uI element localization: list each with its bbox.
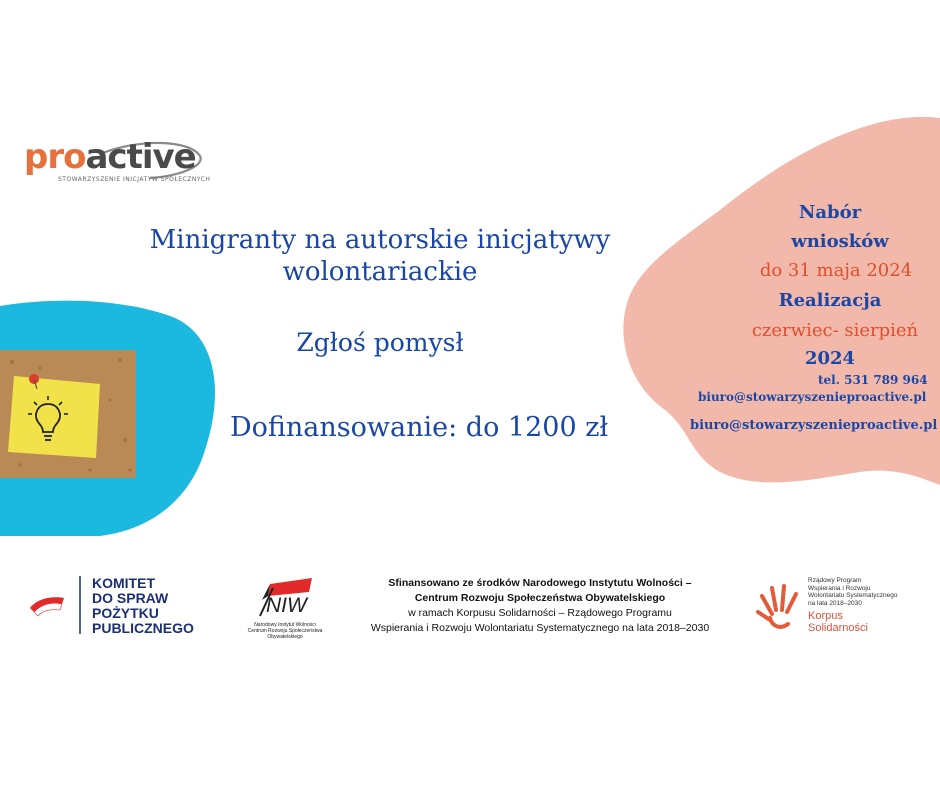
korpus-line-1: Rządowy Program xyxy=(808,577,862,584)
korpus-name xyxy=(808,610,868,634)
komitet-line-1: KOMITET xyxy=(92,575,155,591)
korpus-hand-logo xyxy=(758,586,796,627)
fund-line-4: Wspierania i Rozwoju Wolontariatu Systematycznego na lata 2018–2030 xyxy=(370,622,710,634)
logo-pro-text: pro xyxy=(24,137,86,177)
komitet-line-4: PUBLICZNEGO xyxy=(92,620,194,636)
komitet-logo-text xyxy=(92,576,194,636)
call-to-action: Zgłoś pomysł xyxy=(296,328,464,357)
komitet-line-2: DO SPRAW xyxy=(92,590,169,606)
deadline-text: do 31 maja 2024 xyxy=(759,260,913,281)
niw-name: Narodowy Instytut Wolności xyxy=(254,622,316,628)
proactive-logo xyxy=(24,137,196,177)
email-link-2[interactable]: biuro@stowarzyszenieproactive.pl xyxy=(690,418,938,433)
funding-note xyxy=(340,576,740,636)
korpus-line-3: Wolontariatu Systematycznego xyxy=(808,592,898,599)
title-line-2: wolontariackie xyxy=(282,257,478,287)
title-line-1: Minigranty na autorskie inicjatywy xyxy=(149,225,611,255)
fund-line-2: Centrum Rozwoju Społeczeństwa Obywatelskiego xyxy=(414,592,666,604)
niw-caption xyxy=(244,622,326,640)
korpus-line-4: na lata 2018–2030 xyxy=(808,599,862,607)
korpus-line-2: Wspierania i Rozwoju xyxy=(808,584,871,592)
fund-line-1: Sfinansowano ze środków Narodowego Instytutu Wolności – xyxy=(388,577,692,589)
niw-logo-text: NIW xyxy=(266,594,307,617)
year-text: 2024 xyxy=(804,348,856,369)
period-text: czerwiec- sierpień xyxy=(751,320,919,341)
fund-line-3: w ramach Korpusu Solidarności – Rządowego Programu xyxy=(408,607,672,619)
niw-subtitle: Centrum Rozwoju Społeczeństwa Obywatelskiego xyxy=(247,628,323,640)
sticky-note-image xyxy=(0,350,136,478)
wnioskow-label: wniosków xyxy=(791,231,889,252)
logo-tagline: STOWARZYSZENIE INICJATYW SPOŁECZNYCH xyxy=(58,176,211,183)
email-link-1[interactable]: biuro@stowarzyszenieproactive.pl xyxy=(698,390,927,404)
korpus-big-2: Solidarności xyxy=(808,622,868,634)
korpus-big-1: Korpus xyxy=(808,610,843,622)
logo-active-text: active xyxy=(85,137,196,177)
korpus-program-text xyxy=(808,577,897,607)
page-title xyxy=(100,224,660,288)
funding-text: Dofinansowanie: do 1200 zł xyxy=(230,412,609,443)
nabor-label: Nabór xyxy=(798,202,862,223)
komitet-line-3: POŻYTKU xyxy=(92,605,159,621)
realizacja-label: Realizacja xyxy=(778,290,882,311)
komitet-logo-mark xyxy=(30,576,80,634)
phone-text: tel. 531 789 964 xyxy=(818,373,928,387)
